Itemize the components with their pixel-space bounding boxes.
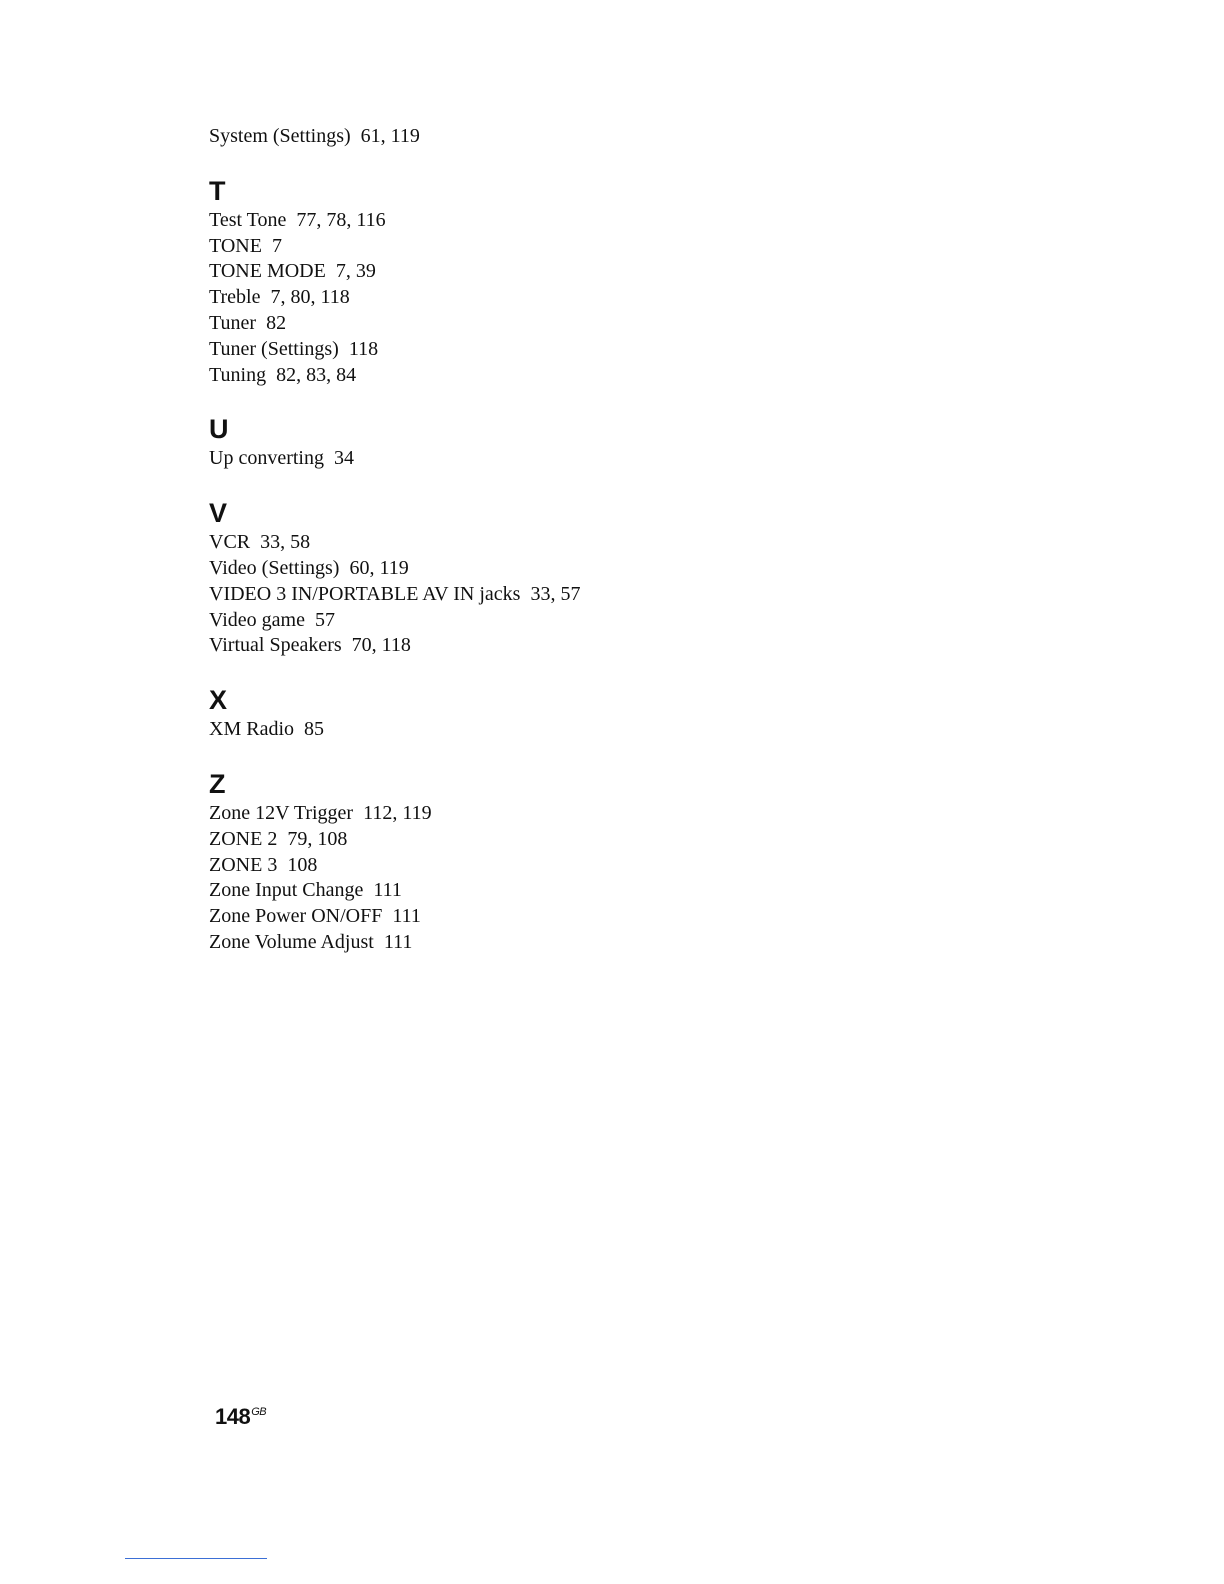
index-term: Zone Power ON/OFF [209, 905, 383, 928]
index-pages: 112, 119 [363, 801, 432, 824]
index-entry [209, 530, 809, 556]
index-entry [209, 259, 809, 285]
index-entry [209, 285, 809, 311]
index-term: XM Radio [209, 718, 294, 741]
footer-rule [125, 1558, 267, 1559]
index-section-t [209, 176, 809, 389]
section-letter: U [209, 414, 229, 445]
index-term: Treble [209, 286, 261, 309]
section-letter: T [209, 175, 226, 206]
index-term: ZONE 2 [209, 827, 278, 850]
index-term: Tuner (Settings) [209, 337, 339, 360]
index-pages: 111 [373, 879, 402, 902]
index-pages: 108 [287, 853, 318, 876]
index-pages: 85 [304, 718, 324, 741]
index-entry [209, 853, 809, 879]
index-term: Tuning [209, 363, 267, 386]
index-entry [209, 633, 809, 659]
index-entry [209, 582, 809, 608]
index-pages: 79, 108 [287, 827, 348, 850]
index-section-z [209, 769, 809, 956]
index-column [209, 124, 809, 956]
page-number-value: 148 [215, 1404, 251, 1429]
index-pages: 111 [383, 930, 413, 953]
index-term: Video game [209, 608, 305, 631]
index-section-v [209, 498, 809, 659]
index-section-u [209, 414, 809, 472]
index-pages: 7 [271, 234, 282, 257]
index-entry [209, 311, 809, 337]
index-entry [209, 337, 809, 363]
index-entry [209, 717, 809, 743]
index-sections [209, 176, 809, 956]
index-pages: 82 [266, 311, 287, 334]
section-letter: X [209, 685, 228, 716]
index-entry [209, 446, 809, 472]
index-term: System (Settings) [209, 125, 351, 147]
index-term: Test Tone [209, 208, 287, 231]
index-term: Zone Volume Adjust [209, 930, 374, 953]
index-entry [209, 208, 809, 234]
index-term: Tuner [209, 311, 257, 334]
section-letter: V [209, 498, 228, 529]
index-term: VIDEO 3 IN/PORTABLE AV IN jacks [209, 582, 521, 605]
index-entry [209, 801, 809, 827]
index-entry [209, 124, 809, 150]
index-entry [209, 608, 809, 634]
index-entry [209, 827, 809, 853]
index-entry [209, 234, 809, 260]
index-entry [209, 904, 809, 930]
index-term: Up converting [209, 447, 324, 470]
index-pages: 33, 57 [530, 582, 581, 605]
index-term: Zone Input Change [209, 879, 364, 902]
index-pages: 82, 83, 84 [276, 363, 357, 386]
index-term: ZONE 3 [209, 853, 278, 876]
index-section-x [209, 685, 809, 743]
index-entry [209, 878, 809, 904]
index-entry [209, 556, 809, 582]
index-pages: 70, 118 [351, 634, 411, 657]
index-pages: 77, 78, 116 [296, 208, 386, 231]
index-term: Zone 12V Trigger [209, 801, 354, 824]
index-term: Virtual Speakers [209, 634, 342, 657]
index-term: TONE [209, 234, 262, 257]
page-number [215, 1404, 266, 1430]
index-pages: 33, 58 [260, 531, 311, 554]
page-number-suffix: GB [251, 1406, 267, 1418]
index-pages: 7, 80, 118 [270, 286, 350, 309]
index-term: Video (Settings) [209, 556, 340, 579]
index-pages: 118 [348, 337, 379, 360]
section-letter: Z [209, 768, 226, 799]
index-pages: 34 [333, 447, 354, 470]
index-pages: 111 [392, 905, 421, 928]
index-pages: 61, 119 [360, 125, 420, 147]
index-pages: 60, 119 [349, 556, 409, 579]
index-pages: 7, 39 [335, 260, 376, 283]
index-term: TONE MODE [209, 260, 326, 283]
index-entry [209, 363, 809, 389]
index-pages: 57 [315, 608, 335, 631]
index-entry [209, 930, 809, 956]
index-term: VCR [209, 531, 251, 554]
